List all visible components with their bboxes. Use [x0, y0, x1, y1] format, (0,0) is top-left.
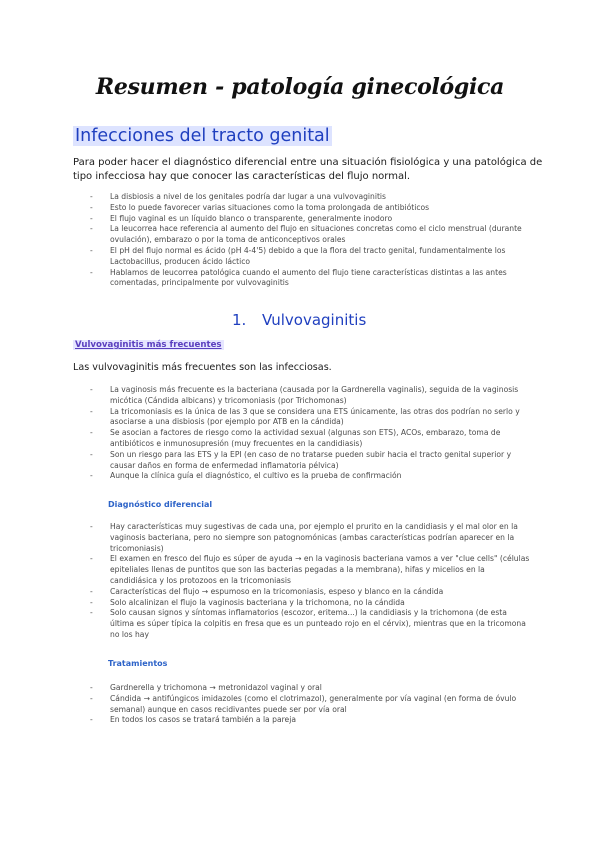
list-item: - Esto lo puede favorecer varias situaciones como la toma prolongada de antibióticos: [90, 203, 530, 214]
tratamientos-list: [90, 683, 530, 726]
section-number: 1.: [232, 311, 247, 329]
list-item: - El examen en fresco del flujo es súper de ayuda → en la vaginosis bacteriana vamos a ver "clue cells" (células epiteliales llenas de puntitos que son las bacterias pegadas a la membrana), hifas y micelios en la candidiásica y los protozoos en la tricomoniasis: [90, 554, 530, 586]
section-heading-infecciones: Infecciones del tracto genital: [75, 126, 330, 146]
frecuentes-list: [90, 385, 530, 482]
list-item: - Solo alcalinizan el flujo la vaginosis bacteriana y la trichomona, no la cándida: [90, 598, 530, 609]
list-item: - Gardnerella y trichomona → metronidazol vaginal y oral: [90, 683, 530, 694]
normal-flow-list: [90, 192, 530, 289]
list-item: - En todos los casos se tratará también a la pareja: [90, 715, 530, 726]
subheading-tratamientos: Tratamientos: [108, 659, 168, 668]
list-item: - Hablamos de leucorrea patológica cuando el aumento del flujo tiene características distintas a las antes comentadas, principalmente por vulvovaginitis: [90, 268, 530, 290]
list-item: - Hay características muy sugestivas de cada una, por ejemplo el prurito en la candidiasis y el mal olor en la vaginosis bacteriana, pero no siempre son patognomónicas (ambas características podrían aparecer en la tricomoniasis): [90, 522, 530, 554]
section-title: Vulvovaginitis: [262, 311, 367, 329]
list-item: - La tricomoniasis es la única de las 3 que se considera una ETS únicamente, las otras dos podrían no serlo y asociarse a una disbiosis (por ejemplo por ATB en la cándida): [90, 407, 530, 429]
list-item: - Solo causan signos y síntomas inflamatorios (escozor, eritema...) la candidiasis y la trichomona (de esta última es súper típica la colpitis en fresa que es un punteado rojo en el cérvix), mientras que en la tricomona no los hay: [90, 608, 530, 640]
subheading-frecuentes: Vulvovaginitis más frecuentes: [75, 340, 222, 350]
list-item: - Características del flujo → espumoso en la tricomoniasis, espeso y blanco en la cándida: [90, 587, 530, 598]
section-heading-vulvovaginitis: [232, 311, 366, 329]
page-title: Resumen - patología ginecológica: [95, 74, 505, 100]
list-item: - Aunque la clínica guía el diagnóstico, el cultivo es la prueba de confirmación: [90, 471, 530, 482]
list-item: - La vaginosis más frecuente es la bacteriana (causada por la Gardnerella vaginalis), seguida de la vaginosis micótica (Cándida albicans) y tricomoniasis (por Trichomonas): [90, 385, 530, 407]
list-item: - La leucorrea hace referencia al aumento del flujo en situaciones concretas como el ciclo menstrual (durante ovulación), embarazo o por la toma de anticonceptivos orales: [90, 224, 530, 246]
list-item: - El flujo vaginal es un líquido blanco o transparente, generalmente inodoro: [90, 214, 530, 225]
list-item: - El pH del flujo normal es ácido (pH 4-4'5) debido a que la flora del tracto genital, fundamentalmente los Lactobacillus, producen ácido láctico: [90, 246, 530, 268]
list-item: - Son un riesgo para las ETS y la EPI (en caso de no tratarse pueden subir hacia el tracto genital superior y causar daños en forma de enfermedad inflamatoria pélvica): [90, 450, 530, 472]
list-item: - Se asocian a factores de riesgo como la actividad sexual (algunas son ETS), ACOs, embarazo, toma de antibióticos e inmunosupresión (muy frecuentes en la candidiasis): [90, 428, 530, 450]
intro-paragraph: Para poder hacer el diagnóstico diferencial entre una situación fisiológica y una patológica de tipo infecciosa hay que conocer las características del flujo normal.: [73, 157, 543, 182]
frecuentes-paragraph: Las vulvovaginitis más frecuentes son las infecciosas.: [73, 362, 332, 373]
subheading-diagnostico: Diagnóstico diferencial: [108, 500, 213, 509]
diagnostico-list: [90, 522, 530, 641]
list-item: - La disbiosis a nivel de los genitales podría dar lugar a una vulvovaginitis: [90, 192, 530, 203]
list-item: - Cándida → antifúngicos imidazoles (como el clotrimazol), generalmente por vía vaginal (en forma de óvulo semanal) aunque en casos recidivantes puede ser por vía oral: [90, 694, 530, 716]
